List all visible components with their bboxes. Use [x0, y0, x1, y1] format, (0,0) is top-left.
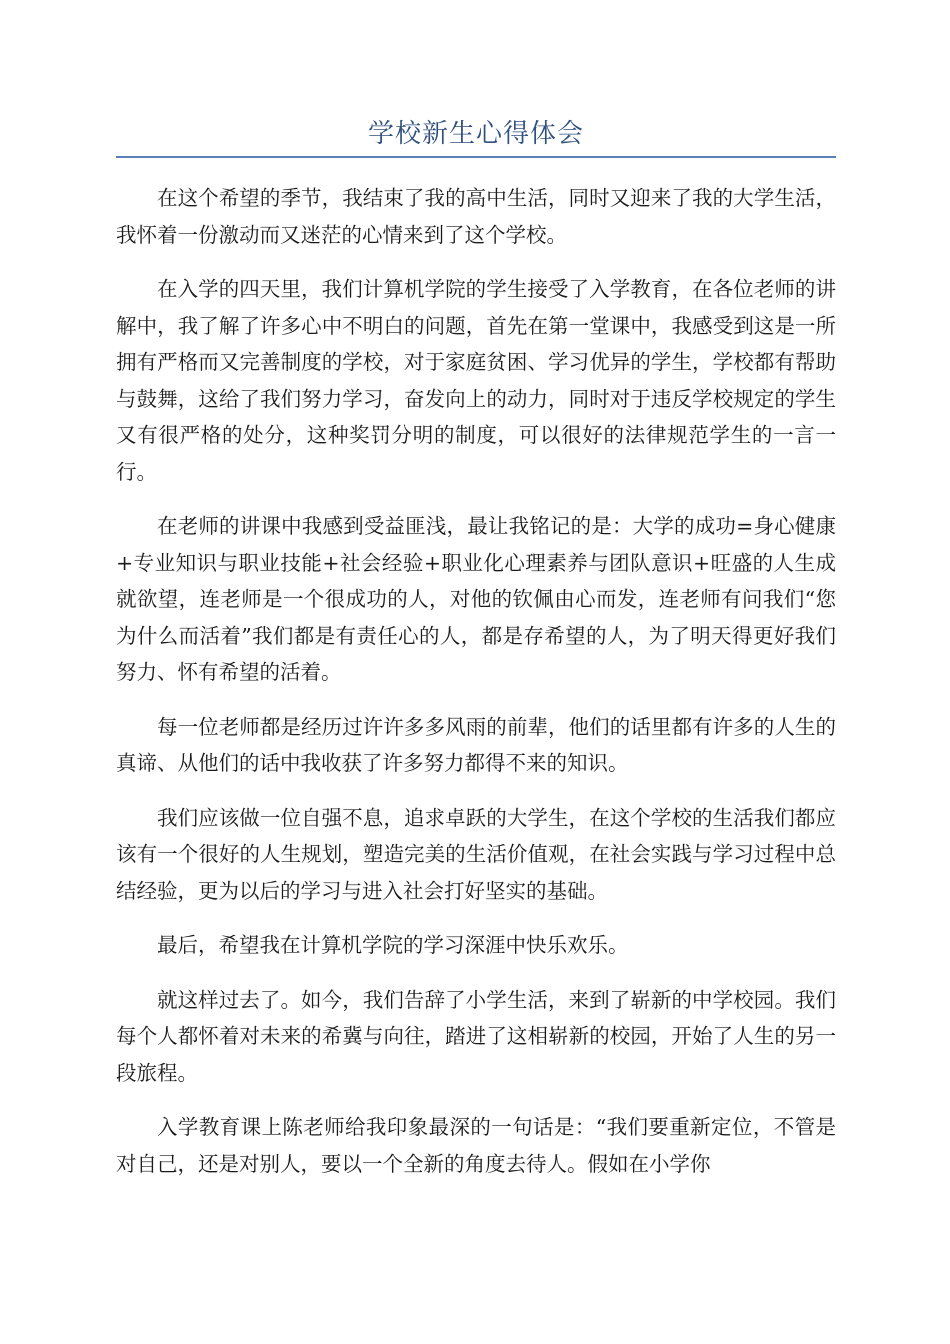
paragraph-1: 在这个希望的季节，我结束了我的高中生活，同时又迎来了我的大学生活，我怀着一份激动而又迷茫的心情来到了这个学校。: [116, 186, 836, 247]
paragraph-2: 在入学的四天里，我们计算机学院的学生接受了入学教育，在各位老师的讲解中，我了解了许多心中不明白的问题，首先在第一堂课中，我感受到这是一所拥有严格而又完善制度的学校，对于家庭贫困、学习优异的学生，学校都有帮助与鼓舞，这给了我们努力学习，奋发向上的动力，同时对于违反学校规定的学生又有很严格的处分，这种奖罚分明的制度，可以很好的法律规范学生的一言一行。: [116, 277, 836, 484]
paragraph-4: 每一位老师都是经历过许许多多风雨的前辈，他们的话里都有许多的人生的真谛、从他们的话中我收获了许多努力都得不来的知识。: [116, 714, 836, 775]
page-title: 学校新生心得体会: [367, 119, 584, 149]
paragraph-5: 我们应该做一位自强不息，追求卓跃的大学生，在这个学校的生活我们都应该有一个很好的人生规划，塑造完美的生活价值观，在社会实践与学习过程中总结经验，更为以后的学习与进入社会打好坚实的基础。: [116, 805, 836, 903]
paragraph-8: 入学教育课上陈老师给我印象最深的一句话是：“我们要重新定位，不管是对自己，还是对别人，要以一个全新的角度去待人。假如在小学你: [116, 1115, 836, 1176]
document-page: [116, 112, 836, 1200]
paragraph-7: 就这样过去了。如今，我们告辞了小学生活，来到了崭新的中学校园。我们每个人都怀着对未来的希冀与向往，踏进了这相崭新的校园，开始了人生的另一段旅程。: [116, 987, 836, 1085]
paragraph-3: 在老师的讲课中我感到受益匪浅，最让我铭记的是：大学的成功=身心健康+专业知识与职业技能+社会经验+职业化心理素养与团队意识+旺盛的人生成就欲望，连老师是一个很成功的人，对他的钦佩由心而发，连老师有问我们“您为什么而活着”我们都是有责任心的人，都是存希望的人，为了明天得更好我们努力、怀有希望的活着。: [116, 514, 836, 684]
paragraph-6: 最后，希望我在计算机学院的学习深涯中快乐欢乐。: [157, 933, 629, 957]
title-underline: [116, 156, 836, 158]
